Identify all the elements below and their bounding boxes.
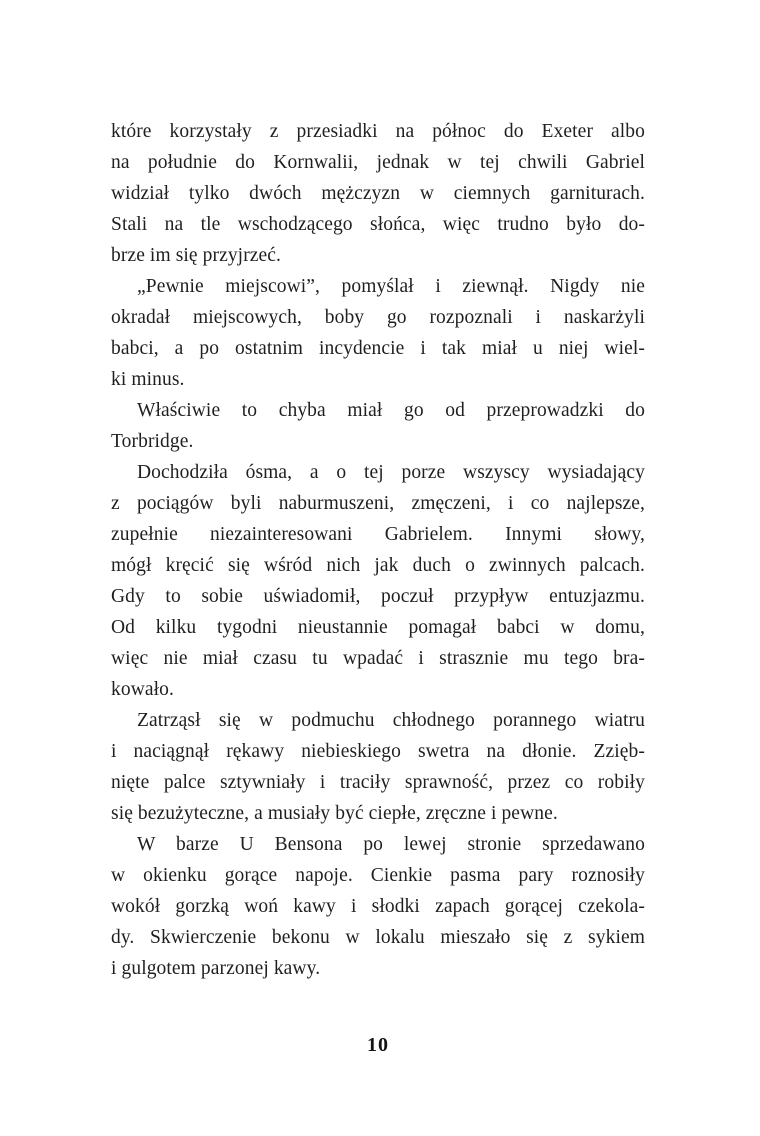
text-line: które korzystały z przesiadki na północ do Exeter albo bbox=[111, 121, 645, 142]
text-line: dy. Skwierczenie bekonu w lokalu mieszało się z sykiem bbox=[111, 927, 645, 948]
text-line: się bezużyteczne, a musiały być ciepłe, zręczne i pewne. bbox=[111, 803, 558, 824]
text-line: z pociągów byli naburmuszeni, zmęczeni, i co najlepsze, bbox=[111, 493, 645, 514]
text-line: Od kilku tygodni nieustannie pomagał babci w domu, bbox=[111, 617, 645, 638]
text-line: wokół gorzką woń kawy i słodki zapach gorącej czekola- bbox=[111, 896, 645, 917]
text-line: mógł kręcić się wśród nich jak duch o zwinnych palcach. bbox=[111, 555, 645, 576]
text-line: więc nie miał czasu tu wpadać i strasznie mu tego bra- bbox=[111, 648, 645, 669]
text-line: W barze U Bensona po lewej stronie sprzedawano bbox=[137, 834, 645, 855]
text-line: i naciągnął rękawy niebieskiego swetra na dłonie. Zzięb- bbox=[111, 741, 645, 762]
paragraph bbox=[111, 271, 645, 395]
text-line: Właściwie to chyba miał go od przeprowadzki do bbox=[137, 400, 645, 421]
text-line: Dochodziła ósma, a o tej porze wszyscy wysiadający bbox=[137, 462, 645, 483]
paragraph bbox=[111, 457, 645, 705]
text-line: na południe do Kornwalii, jednak w tej chwili Gabriel bbox=[111, 152, 645, 173]
text-line: Torbridge. bbox=[111, 431, 194, 452]
text-line: w okienku gorące napoje. Cienkie pasma pary roznosiły bbox=[111, 865, 645, 886]
text-line: Gdy to sobie uświadomił, poczuł przypływ entuzjazmu. bbox=[111, 586, 645, 607]
text-line: ki minus. bbox=[111, 369, 185, 390]
text-line: okradał miejscowych, boby go rozpoznali i naskarżyli bbox=[111, 307, 645, 328]
text-line: i gulgotem parzonej kawy. bbox=[111, 958, 321, 979]
page-text bbox=[111, 116, 645, 984]
page-number: 10 bbox=[367, 1034, 389, 1056]
text-line: nięte palce sztywniały i traciły sprawność, przez co robiły bbox=[111, 772, 645, 793]
text-line: zupełnie niezainteresowani Gabrielem. Innymi słowy, bbox=[111, 524, 645, 545]
text-line: Stali na tle wschodzącego słońca, więc trudno było do- bbox=[111, 214, 645, 235]
text-line: widział tylko dwóch mężczyzn w ciemnych garniturach. bbox=[111, 183, 645, 204]
text-line: kowało. bbox=[111, 679, 174, 700]
paragraph bbox=[111, 829, 645, 984]
text-line: „Pewnie miejscowi”, pomyślał i ziewnął. Nigdy nie bbox=[137, 276, 645, 297]
paragraph bbox=[111, 116, 645, 271]
paragraph bbox=[111, 705, 645, 829]
paragraph bbox=[111, 395, 645, 457]
text-line: Zatrząsł się w podmuchu chłodnego porannego wiatru bbox=[137, 710, 645, 731]
text-line: brze im się przyjrzeć. bbox=[111, 245, 282, 266]
text-line: babci, a po ostatnim incydencie i tak miał u niej wiel- bbox=[111, 338, 645, 359]
